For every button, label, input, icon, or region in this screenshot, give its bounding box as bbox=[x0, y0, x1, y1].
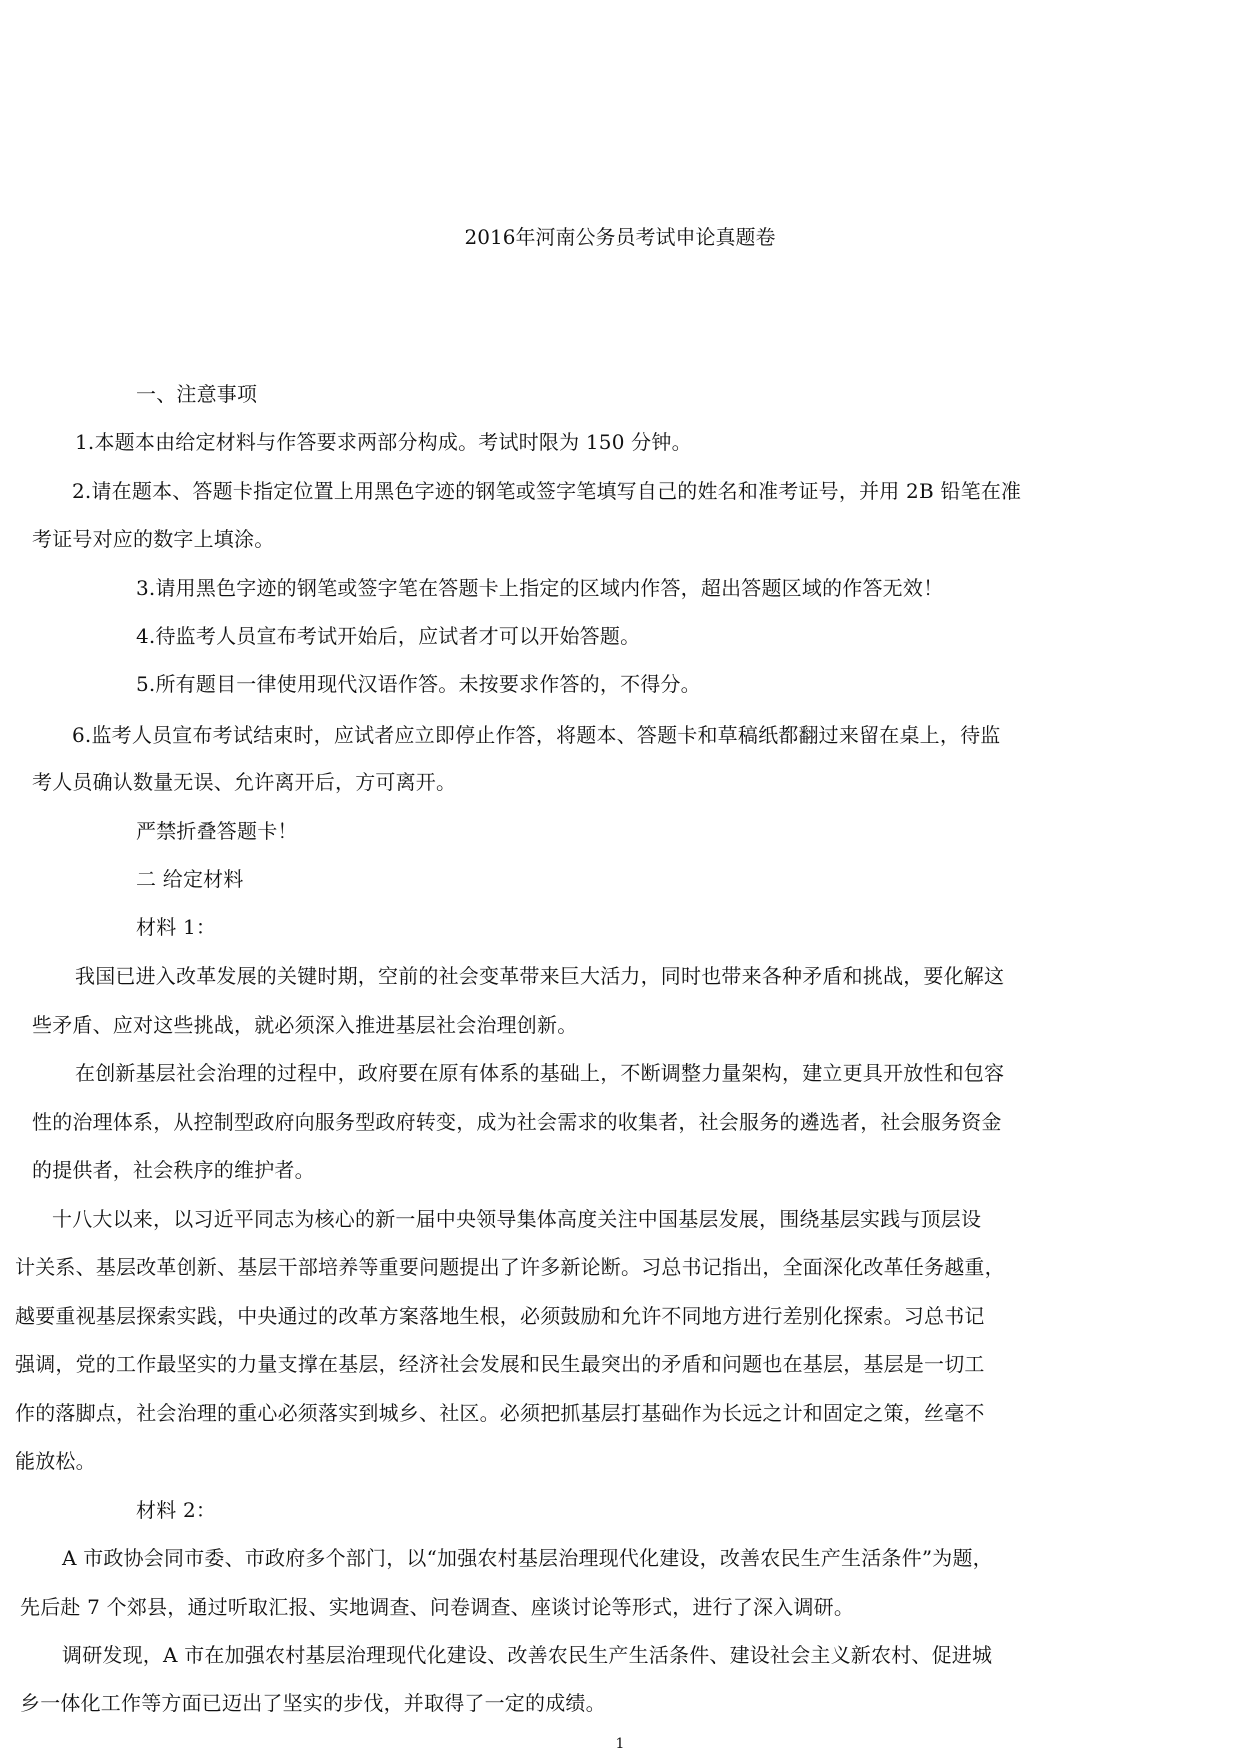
material-1-para-3-cont: 计关系、基层改革创新、基层干部培养等重要问题提出了许多新论断。习总书记指出，全面深化改革任务越重， bbox=[15, 1255, 1005, 1279]
material-1-para-1: 我国已进入改革发展的关键时期，空前的社会变革带来巨大活力，同时也带来各种矛盾和挑战，要化解这 bbox=[75, 964, 1005, 988]
notice-item-4: 4.待监考人员宣布考试开始后，应试者才可以开始答题。 bbox=[136, 624, 641, 648]
notice-item-3: 3.请用黑色字迹的钢笔或签字笔在答题卡上指定的区域内作答，超出答题区域的作答无效！ bbox=[136, 576, 944, 600]
material-2-heading: 材料 2： bbox=[136, 1498, 217, 1522]
section-heading-materials: 二 给定材料 bbox=[136, 867, 244, 891]
notice-item-1: 1.本题本由给定材料与作答要求两部分构成。考试时限为 150 分钟。 bbox=[75, 430, 692, 454]
section-heading-notice: 一、注意事项 bbox=[136, 382, 258, 406]
material-1-para-3-cont: 能放松。 bbox=[15, 1449, 96, 1473]
material-1-para-1-cont: 些矛盾、应对这些挑战，就必须深入推进基层社会治理创新。 bbox=[32, 1013, 578, 1037]
material-2-para-2-cont: 乡一体化工作等方面已迈出了坚实的步伐，并取得了一定的成绩。 bbox=[20, 1691, 606, 1715]
material-1-para-2-cont: 的提供者，社会秩序的维护者。 bbox=[32, 1158, 315, 1182]
material-1-para-2-cont: 性的治理体系，从控制型政府向服务型政府转变，成为社会需求的收集者，社会服务的遴选者，社会服务资金 bbox=[32, 1110, 1002, 1134]
material-1-para-3: 十八大以来，以习近平同志为核心的新一届中央领导集体高度关注中国基层发展，围绕基层实践与顶层设 bbox=[52, 1207, 982, 1231]
page-number: 1 bbox=[615, 1736, 625, 1752]
material-1-para-3-cont: 强调，党的工作最坚实的力量支撑在基层，经济社会发展和民生最突出的矛盾和问题也在基层，基层是一切工 bbox=[15, 1352, 985, 1376]
notice-item-6: 6.监考人员宣布考试结束时，应试者应立即停止作答，将题本、答题卡和草稿纸都翻过来留在桌上，待监 bbox=[72, 723, 1001, 747]
page-title: 2016年河南公务员考试申论真题卷 bbox=[464, 225, 776, 249]
material-1-heading: 材料 1： bbox=[136, 915, 217, 939]
material-2-para-1: A 市政协会同市委、市政府多个部门，以“加强农村基层治理现代化建设，改善农民生产生活条件”为题， bbox=[62, 1546, 993, 1570]
notice-warning: 严禁折叠答题卡！ bbox=[136, 819, 298, 843]
material-2-para-1-cont: 先后赴 7 个郊县，通过听取汇报、实地调查、问卷调查、座谈讨论等形式，进行了深入调研。 bbox=[20, 1595, 855, 1619]
notice-item-5: 5.所有题目一律使用现代汉语作答。未按要求作答的，不得分。 bbox=[136, 672, 701, 696]
notice-item-6-cont: 考人员确认数量无误、允许离开后，方可离开。 bbox=[32, 770, 457, 794]
material-1-para-2: 在创新基层社会治理的过程中，政府要在原有体系的基础上，不断调整力量架构，建立更具开放性和包容 bbox=[75, 1061, 1005, 1085]
notice-item-2: 2.请在题本、答题卡指定位置上用黑色字迹的钢笔或签字笔填写自己的姓名和准考证号，并用 2B 铅笔在准 bbox=[72, 479, 1022, 503]
material-1-para-3-cont: 作的落脚点，社会治理的重心必须落实到城乡、社区。必须把抓基层打基础作为长远之计和固定之策，丝毫不 bbox=[15, 1401, 985, 1425]
notice-item-2-cont: 考证号对应的数字上填涂。 bbox=[32, 527, 275, 551]
material-1-para-3-cont: 越要重视基层探索实践，中央通过的改革方案落地生根，必须鼓励和允许不同地方进行差别化探索。习总书记 bbox=[15, 1304, 985, 1328]
material-2-para-2: 调研发现，A 市在加强农村基层治理现代化建设、改善农民生产生活条件、建设社会主义新农村、促进城 bbox=[62, 1643, 993, 1667]
